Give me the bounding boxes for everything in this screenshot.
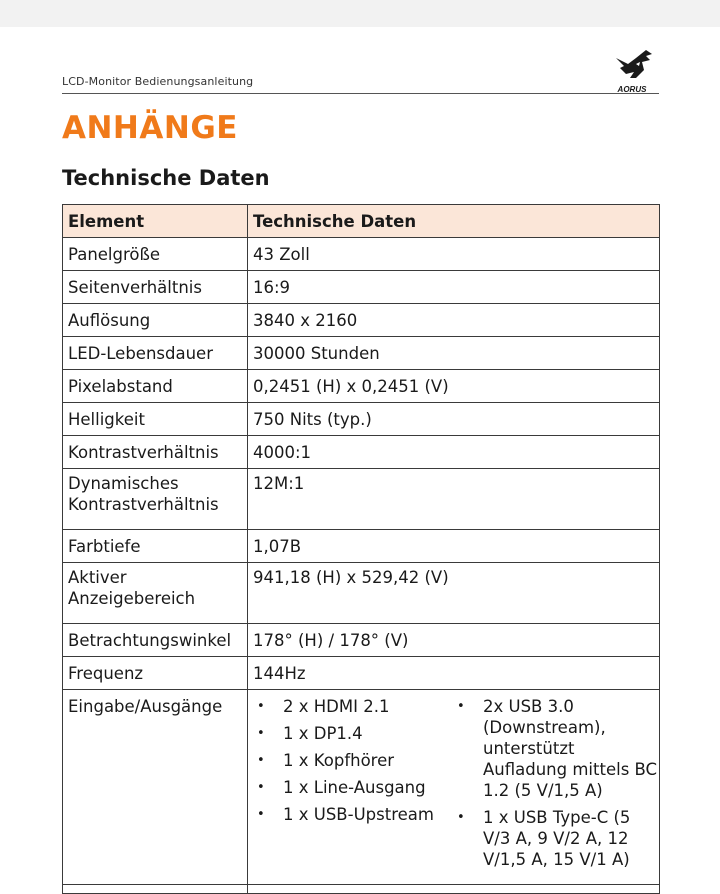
spec-label: Seitenverhältnis	[63, 271, 248, 304]
table-row	[63, 624, 660, 657]
table-row	[63, 563, 660, 624]
table-row	[63, 238, 660, 271]
spec-value: 144Hz	[248, 657, 660, 690]
spec-label: Eingabe/Ausgänge	[63, 690, 248, 885]
list-item: • 1 x Kopfhörer	[253, 750, 453, 771]
spec-label: Aktiver Anzeigebereich	[63, 563, 248, 624]
spec-value: 178° (H) / 178° (V)	[248, 624, 660, 657]
list-item: • 1 x USB-Upstream	[253, 804, 453, 825]
table-row	[63, 469, 660, 530]
section-title: Technische Daten	[62, 166, 270, 190]
table-row	[63, 370, 660, 403]
spec-value: 3840 x 2160	[248, 304, 660, 337]
spec-label: Frequenz	[63, 657, 248, 690]
list-item: • 1 x DP1.4	[253, 723, 453, 744]
spec-value: 30000 Stunden	[248, 337, 660, 370]
table-row	[63, 436, 660, 469]
header-divider	[62, 93, 659, 94]
spec-label: Farbtiefe	[63, 530, 248, 563]
table-row	[63, 304, 660, 337]
spec-value: 941,18 (H) x 529,42 (V)	[248, 563, 660, 624]
empty-cell	[248, 885, 660, 894]
list-item: • 1 x USB Type-C (5 V/3 A, 9 V/2 A, 12 V/1,5 A, 15 V/1 A)	[453, 807, 658, 870]
spec-label: Dynamisches Kontrastverhältnis	[63, 469, 248, 530]
table-row	[63, 657, 660, 690]
list-item: • 1 x Line-Ausgang	[253, 777, 453, 798]
document-header: LCD-Monitor Bedienungsanleitung	[62, 75, 254, 88]
empty-cell	[63, 885, 248, 894]
aorus-logo	[606, 44, 658, 96]
spec-table	[62, 204, 660, 894]
table-row	[63, 337, 660, 370]
column-header: Technische Daten	[248, 205, 660, 238]
spec-label: Auflösung	[63, 304, 248, 337]
spec-label: Kontrastverhältnis	[63, 436, 248, 469]
table-header-row	[63, 205, 660, 238]
table-row-io	[63, 690, 660, 885]
io-list-left	[253, 696, 453, 825]
page-title: ANHÄNGE	[62, 110, 238, 146]
spec-label: Helligkeit	[63, 403, 248, 436]
table-row	[63, 530, 660, 563]
spec-value: 0,2451 (H) x 0,2451 (V)	[248, 370, 660, 403]
column-header: Element	[63, 205, 248, 238]
spec-label: Pixelabstand	[63, 370, 248, 403]
svg-text:AORUS: AORUS	[617, 85, 647, 94]
spec-value: 750 Nits (typ.)	[248, 403, 660, 436]
top-bar	[0, 0, 720, 27]
list-item: • 2x USB 3.0 (Downstream), unterstützt Aufladung mittels BC 1.2 (5 V/1,5 A)	[453, 696, 658, 801]
table-row	[63, 271, 660, 304]
table-row-continuation	[63, 885, 660, 894]
spec-value: 43 Zoll	[248, 238, 660, 271]
table-row	[63, 403, 660, 436]
io-list-right	[453, 696, 658, 870]
spec-value: 4000:1	[248, 436, 660, 469]
spec-value: 1,07B	[248, 530, 660, 563]
spec-value: 12M:1	[248, 469, 660, 530]
spec-label: Panelgröße	[63, 238, 248, 271]
list-item: • 2 x HDMI 2.1	[253, 696, 453, 717]
spec-value-io	[248, 690, 660, 885]
spec-label: Betrachtungswinkel	[63, 624, 248, 657]
spec-value: 16:9	[248, 271, 660, 304]
spec-label: LED-Lebensdauer	[63, 337, 248, 370]
